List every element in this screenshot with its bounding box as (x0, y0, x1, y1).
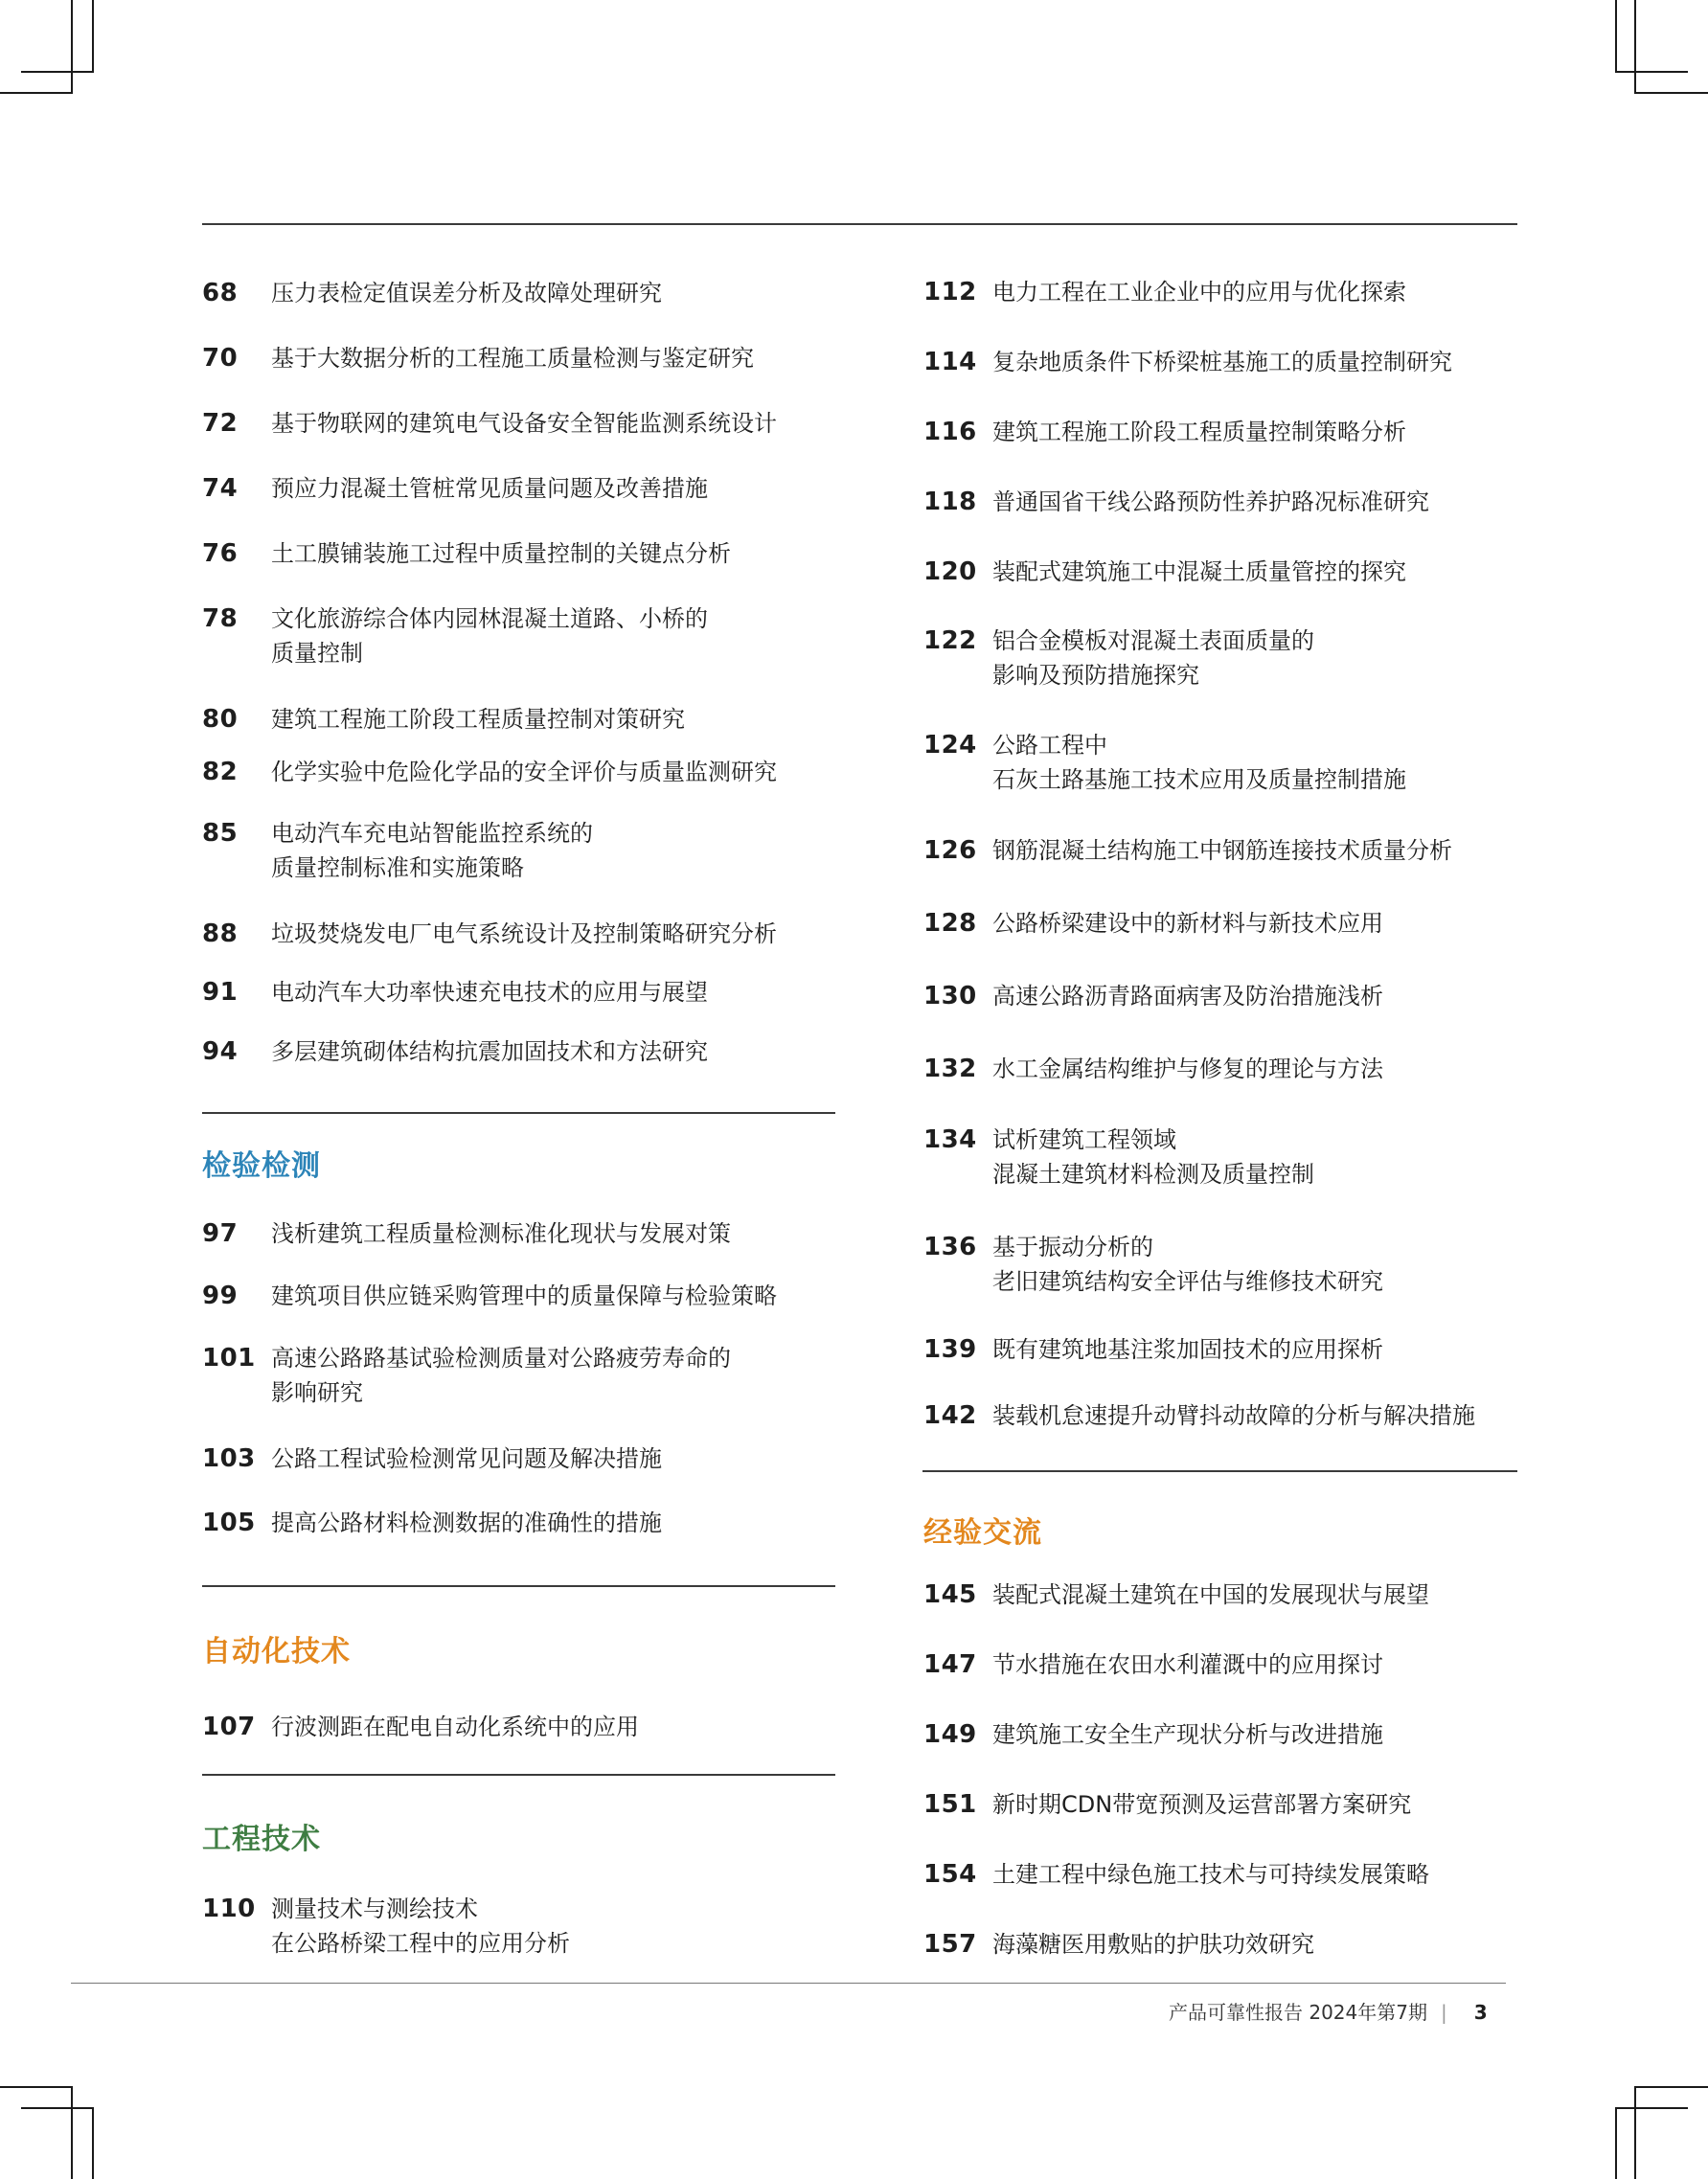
toc-title (271, 975, 708, 1010)
toc-title (271, 816, 593, 885)
toc-page-number: 142 (923, 1401, 977, 1430)
toc-title-line: 多层建筑砌体结构抗震加固技术和方法研究 (271, 1038, 708, 1065)
toc-title (992, 555, 1406, 589)
toc-entry[interactable] (202, 276, 662, 310)
toc-page-number: 88 (202, 919, 239, 948)
toc-title-line: 钢筋混凝土结构施工中钢筋连接技术质量分析 (992, 837, 1452, 864)
toc-entry[interactable] (202, 1034, 708, 1069)
toc-page-number: 147 (923, 1650, 977, 1679)
crop-mark (1634, 0, 1636, 94)
toc-page-number: 134 (923, 1125, 977, 1154)
toc-entry[interactable] (202, 975, 708, 1010)
toc-title-line: 装载机怠速提升动臂抖动故障的分析与解决措施 (992, 1402, 1475, 1429)
crop-mark (0, 2086, 73, 2088)
toc-page-number: 116 (923, 418, 977, 446)
toc-entry[interactable] (923, 1123, 1314, 1192)
toc-title (992, 1717, 1383, 1752)
toc-page-number: 114 (923, 348, 977, 376)
toc-title-line: 高速公路路基试验检测质量对公路疲劳寿命的 (271, 1345, 731, 1372)
toc-title-line: 行波测距在配电自动化系统中的应用 (271, 1714, 639, 1740)
toc-title-line: 基于振动分析的 (992, 1234, 1153, 1260)
toc-page-number: 80 (202, 705, 239, 734)
toc-title-line: 影响研究 (271, 1379, 363, 1406)
toc-title-line: 质量控制标准和实施策略 (271, 854, 524, 881)
toc-title (992, 345, 1452, 379)
toc-title-line: 压力表检定值误差分析及故障处理研究 (271, 280, 662, 306)
crop-mark (71, 2086, 73, 2179)
toc-entry[interactable] (202, 341, 754, 375)
toc-page-number: 70 (202, 344, 239, 373)
toc-title (992, 1123, 1314, 1192)
toc-page-number: 151 (923, 1790, 977, 1819)
toc-title (992, 415, 1406, 449)
toc-entry[interactable] (923, 555, 1406, 589)
section-heading-inspection: 检验检测 (202, 1149, 321, 1183)
toc-title (271, 702, 685, 737)
toc-title-line: 基于物联网的建筑电气设备安全智能监测系统设计 (271, 410, 777, 437)
toc-title-line: 建筑施工安全生产现状分析与改进措施 (992, 1721, 1383, 1748)
crop-mark (1615, 2107, 1688, 2109)
toc-title (992, 1927, 1314, 1962)
crop-mark (92, 0, 94, 73)
crop-mark (21, 71, 94, 73)
toc-title-line: 海藻糖医用敷贴的护肤功效研究 (992, 1931, 1314, 1958)
page-number: 3 (1473, 2001, 1488, 2024)
toc-entry[interactable] (923, 1578, 1429, 1612)
toc-title-line: 建筑项目供应链采购管理中的质量保障与检验策略 (271, 1282, 777, 1309)
toc-entry[interactable] (202, 755, 777, 789)
toc-title-line: 装配式混凝土建筑在中国的发展现状与展望 (992, 1581, 1429, 1608)
toc-page-number: 78 (202, 604, 239, 633)
toc-entry[interactable] (923, 1398, 1475, 1433)
toc-title (992, 1647, 1383, 1682)
toc-title-line: 既有建筑地基注浆加固技术的应用探析 (992, 1336, 1383, 1363)
toc-title-line: 试析建筑工程领域 (992, 1126, 1176, 1153)
toc-title (992, 275, 1406, 309)
toc-title (992, 1332, 1383, 1367)
toc-entry[interactable] (202, 1441, 662, 1476)
toc-page-number: 94 (202, 1037, 239, 1066)
toc-page-number: 91 (202, 978, 239, 1007)
toc-title-line: 化学实验中危险化学品的安全评价与质量监测研究 (271, 759, 777, 785)
toc-title (992, 1398, 1475, 1433)
toc-title (271, 341, 754, 375)
toc-title (271, 1441, 662, 1476)
toc-entry[interactable] (202, 1506, 662, 1540)
toc-entry[interactable] (923, 1717, 1383, 1752)
toc-page-number: 120 (923, 557, 977, 586)
toc-entry[interactable] (202, 406, 777, 441)
toc-page-number: 68 (202, 279, 239, 307)
toc-title (992, 906, 1383, 941)
toc-page-number: 128 (923, 909, 977, 938)
toc-entry[interactable] (923, 728, 1406, 797)
toc-entry[interactable] (923, 833, 1452, 868)
top-rule (202, 223, 1517, 225)
section-rule (202, 1774, 835, 1776)
toc-entry[interactable] (923, 624, 1314, 692)
crop-mark (1615, 2107, 1617, 2179)
toc-page-number: 112 (923, 278, 977, 306)
toc-title-line: 垃圾焚烧发电厂电气系统设计及控制策略研究分析 (271, 920, 777, 947)
toc-title (992, 1230, 1383, 1299)
toc-entry[interactable] (923, 1927, 1314, 1962)
toc-title (992, 485, 1429, 519)
toc-title (271, 1506, 662, 1540)
toc-page-number: 149 (923, 1720, 977, 1749)
toc-page-number: 85 (202, 819, 239, 848)
page-footer (1169, 1998, 1488, 2027)
toc-page-number: 122 (923, 626, 977, 655)
toc-title-line: 预应力混凝土管桩常见质量问题及改善措施 (271, 475, 708, 502)
toc-page-number: 72 (202, 409, 239, 438)
toc-title (271, 1341, 731, 1410)
toc-entry[interactable] (923, 275, 1406, 309)
toc-title-line: 提高公路材料检测数据的准确性的措施 (271, 1509, 662, 1536)
toc-title-line: 公路桥梁建设中的新材料与新技术应用 (992, 910, 1383, 937)
toc-title-line: 铝合金模板对混凝土表面质量的 (992, 627, 1314, 654)
toc-title-line: 土工膜铺装施工过程中质量控制的关键点分析 (271, 540, 731, 567)
toc-title-line: 装配式建筑施工中混凝土质量管控的探究 (992, 558, 1406, 585)
toc-title-line: 电力工程在工业企业中的应用与优化探索 (992, 279, 1406, 306)
toc-page-number: 99 (202, 1282, 239, 1310)
crop-mark (71, 0, 73, 94)
toc-entry[interactable] (923, 1052, 1383, 1086)
toc-title (271, 1034, 708, 1069)
publication-info: 产品可靠性报告 2024年第7期 (1169, 2001, 1427, 2024)
toc-entry[interactable] (202, 1892, 570, 1961)
toc-entry[interactable] (202, 1216, 731, 1251)
crop-mark (1634, 2086, 1636, 2179)
toc-page-number: 136 (923, 1233, 977, 1261)
toc-title (992, 728, 1406, 797)
toc-entry[interactable] (202, 601, 708, 670)
toc-page-number: 82 (202, 758, 239, 786)
toc-page-number: 126 (923, 836, 977, 865)
toc-title (271, 755, 777, 789)
section-heading-experience: 经验交流 (923, 1516, 1042, 1550)
toc-title (271, 601, 708, 670)
toc-page-number: 107 (202, 1713, 256, 1741)
toc-title (271, 917, 777, 951)
toc-entry[interactable] (923, 1230, 1383, 1299)
toc-entry[interactable] (923, 345, 1452, 379)
toc-title-line: 电动汽车大功率快速充电技术的应用与展望 (271, 979, 708, 1006)
toc-title-line: 公路工程中 (992, 732, 1107, 759)
toc-page-number: 118 (923, 488, 977, 516)
toc-title-line: 水工金属结构维护与修复的理论与方法 (992, 1055, 1383, 1082)
toc-title (992, 979, 1383, 1013)
section-rule (202, 1585, 835, 1587)
crop-mark (1634, 92, 1708, 94)
toc-page-number: 103 (202, 1444, 256, 1473)
section-heading-engineering: 工程技术 (202, 1823, 321, 1856)
toc-page-number: 105 (202, 1509, 256, 1537)
toc-title-line: 测量技术与测绘技术 (271, 1895, 478, 1922)
toc-title-line: 普通国省干线公路预防性养护路况标准研究 (992, 488, 1429, 515)
toc-title-line: 老旧建筑结构安全评估与维修技术研究 (992, 1268, 1383, 1295)
toc-title-line: 新时期CDN带宽预测及运营部署方案研究 (992, 1791, 1412, 1818)
crop-mark (0, 92, 73, 94)
crop-mark (1615, 71, 1688, 73)
toc-entry[interactable] (923, 906, 1383, 941)
toc-title (992, 1052, 1383, 1086)
toc-entry[interactable] (923, 1787, 1411, 1822)
toc-title (271, 1892, 570, 1961)
toc-entry[interactable] (202, 816, 593, 885)
toc-title-line: 质量控制 (271, 640, 363, 667)
toc-title-line: 石灰土路基施工技术应用及质量控制措施 (992, 766, 1406, 793)
section-heading-automation: 自动化技术 (202, 1635, 351, 1668)
toc-title (271, 1279, 777, 1313)
toc-entry[interactable] (202, 536, 731, 571)
toc-title-line: 混凝土建筑材料检测及质量控制 (992, 1161, 1314, 1188)
toc-page-number: 97 (202, 1219, 239, 1248)
toc-title (271, 406, 777, 441)
toc-entry[interactable] (202, 1341, 731, 1410)
crop-mark (1634, 2086, 1708, 2088)
toc-title (271, 536, 731, 571)
crop-mark (1615, 0, 1617, 73)
toc-page-number: 139 (923, 1335, 977, 1364)
toc-page-number: 130 (923, 982, 977, 1010)
toc-title-line: 土建工程中绿色施工技术与可持续发展策略 (992, 1861, 1429, 1888)
toc-entry[interactable] (923, 485, 1429, 519)
crop-mark (92, 2107, 94, 2179)
toc-title-line: 节水措施在农田水利灌溉中的应用探讨 (992, 1651, 1383, 1678)
toc-entry[interactable] (923, 1332, 1383, 1367)
toc-entry[interactable] (202, 917, 777, 951)
toc-title-line: 建筑工程施工阶段工程质量控制对策研究 (271, 706, 685, 733)
toc-entry[interactable] (202, 702, 685, 737)
toc-page-number: 76 (202, 539, 239, 568)
toc-title-line: 基于大数据分析的工程施工质量检测与鉴定研究 (271, 345, 754, 372)
toc-page-number: 154 (923, 1860, 977, 1889)
toc-title (271, 1216, 731, 1251)
toc-entry[interactable] (923, 415, 1406, 449)
toc-title-line: 电动汽车充电站智能监控系统的 (271, 820, 593, 847)
toc-title (992, 833, 1452, 868)
toc-title-line: 复杂地质条件下桥梁桩基施工的质量控制研究 (992, 349, 1452, 375)
toc-entry[interactable] (923, 979, 1383, 1013)
section-rule (922, 1470, 1517, 1472)
toc-page-number: 101 (202, 1344, 256, 1373)
toc-entry[interactable] (202, 471, 708, 506)
toc-title-line: 在公路桥梁工程中的应用分析 (271, 1930, 570, 1957)
toc-page-number: 132 (923, 1055, 977, 1083)
section-rule (202, 1112, 835, 1114)
toc-page-number: 124 (923, 731, 977, 760)
footer-separator: | (1440, 2001, 1447, 2024)
toc-entry[interactable] (923, 1647, 1383, 1682)
toc-page-number: 145 (923, 1580, 977, 1609)
toc-title (992, 1578, 1429, 1612)
toc-title-line: 浅析建筑工程质量检测标准化现状与发展对策 (271, 1220, 731, 1247)
toc-entry[interactable] (202, 1710, 639, 1744)
toc-entry[interactable] (923, 1857, 1429, 1892)
toc-title-line: 建筑工程施工阶段工程质量控制策略分析 (992, 419, 1406, 445)
toc-entry[interactable] (202, 1279, 777, 1313)
toc-page-number: 74 (202, 474, 239, 503)
toc-title (992, 624, 1314, 692)
toc-page-number: 110 (202, 1895, 256, 1923)
toc-title (992, 1857, 1429, 1892)
toc-title (271, 276, 662, 310)
footer-rule (71, 1983, 1506, 1984)
toc-title (271, 471, 708, 506)
toc-title-line: 公路工程试验检测常见问题及解决措施 (271, 1445, 662, 1472)
toc-title-line: 高速公路沥青路面病害及防治措施浅析 (992, 983, 1383, 1010)
toc-page-number: 157 (923, 1930, 977, 1959)
toc-title (271, 1710, 639, 1744)
toc-title-line: 影响及预防措施探究 (992, 662, 1199, 689)
toc-title-line: 文化旅游综合体内园林混凝土道路、小桥的 (271, 605, 708, 632)
crop-mark (21, 2107, 94, 2109)
toc-title (992, 1787, 1411, 1822)
